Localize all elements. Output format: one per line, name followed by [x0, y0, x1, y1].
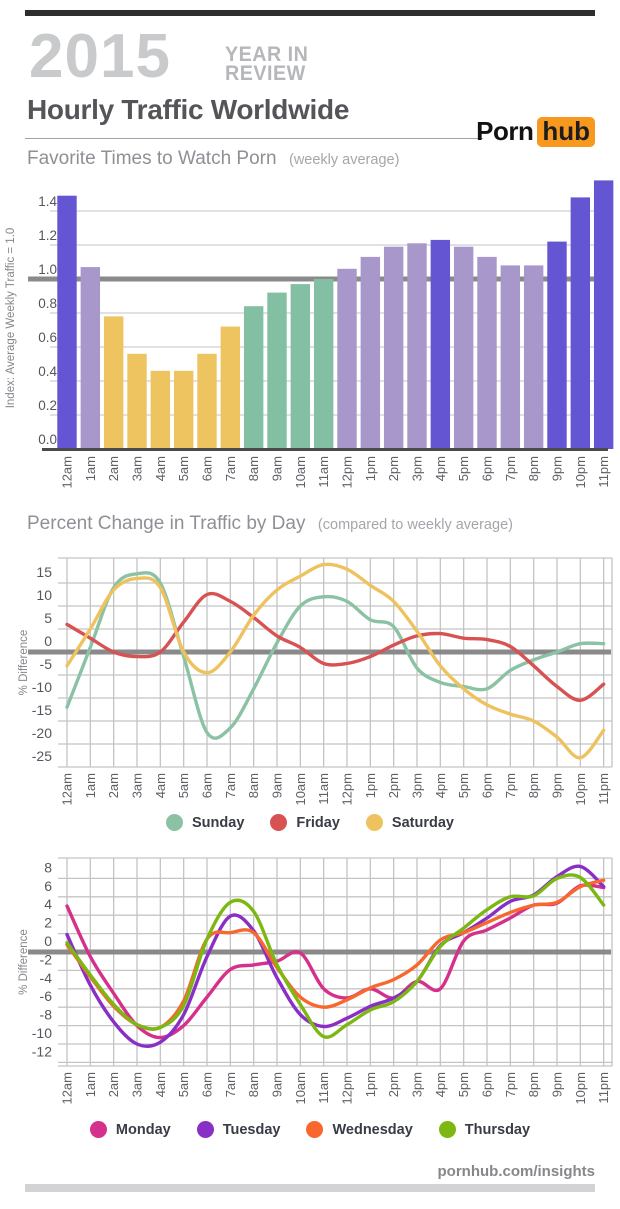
bar-y-axis-title: Index: Average Weekly Traffic = 1.0: [5, 227, 17, 409]
weekday-chart-ytick: -4: [39, 969, 52, 986]
weekday-chart-ytick: -10: [31, 1025, 52, 1041]
x-axis-label-2am: 2am: [106, 456, 122, 482]
weekday-chart-ytick: 4: [44, 896, 52, 913]
bar-ytick: 1.4: [38, 194, 57, 209]
legend-item-saturday: [366, 814, 454, 831]
x-axis-label-12am: 12am: [59, 456, 75, 489]
legend-item-sunday: [166, 814, 244, 831]
weekday-chart-series-monday: [67, 885, 604, 1038]
x-axis-label-7pm: 7pm: [502, 456, 518, 482]
weekend-chart-ytick: -10: [31, 679, 52, 695]
weekday-chart-series-tuesday: [67, 866, 604, 1046]
legend-label: Thursday: [464, 1121, 531, 1138]
x-axis-label-4am: 4am: [152, 773, 168, 799]
logo-hub-badge: hub: [537, 117, 595, 147]
bar-11pm: [594, 180, 613, 449]
bar-6pm: [477, 257, 496, 449]
legend-item-monday: [90, 1121, 171, 1138]
section2-title: Percent Change in Traffic by Day: [27, 513, 306, 534]
bar-10am: [291, 284, 310, 449]
bar-ytick: 0.0: [38, 432, 57, 447]
x-axis-label-10am: 10am: [292, 456, 308, 489]
x-axis-label-5pm: 5pm: [456, 1072, 472, 1098]
title-divider: [25, 138, 483, 139]
bar-9am: [267, 293, 286, 449]
bar-12pm: [337, 269, 356, 449]
x-axis-label-1pm: 1pm: [362, 1072, 378, 1098]
x-axis-label-7pm: 7pm: [502, 1072, 518, 1098]
bar-4pm: [431, 240, 450, 449]
weekend-chart-ytick: -15: [31, 702, 52, 718]
x-axis-label-10pm: 10pm: [572, 1072, 588, 1105]
x-axis-label-6am: 6am: [199, 773, 215, 799]
x-axis-label-7am: 7am: [222, 1072, 238, 1098]
x-axis-label-10pm: 10pm: [572, 773, 588, 806]
x-axis-label-7pm: 7pm: [502, 773, 518, 799]
wednesday-color-dot: [306, 1121, 323, 1138]
x-axis-label-12pm: 12pm: [339, 456, 355, 489]
weekday-chart-ytick: 0: [44, 933, 52, 949]
x-axis-label-4pm: 4pm: [432, 1072, 448, 1098]
weekend-chart-ytick: -20: [31, 725, 52, 741]
x-axis-label-9am: 9am: [269, 773, 285, 799]
x-axis-label-9am: 9am: [269, 1072, 285, 1098]
x-axis-label-2am: 2am: [106, 773, 122, 799]
x-axis-label-5am: 5am: [176, 1072, 192, 1098]
bar-7am: [221, 327, 240, 449]
legend-label: Sunday: [192, 814, 245, 831]
weekend-chart-y-axis-title: % Difference: [18, 629, 30, 696]
x-axis-label-10pm: 10pm: [572, 456, 588, 489]
section-title-line-charts: [27, 513, 513, 535]
bar-2pm: [384, 247, 403, 449]
x-axis-label-11pm: 11pm: [596, 456, 612, 488]
legend-weekdays: [0, 1121, 620, 1138]
bar-3pm: [407, 243, 426, 449]
bar-ytick: 0.8: [38, 296, 57, 311]
x-axis-label-8pm: 8pm: [526, 456, 542, 482]
legend-item-tuesday: [197, 1121, 281, 1138]
bar-12am: [57, 196, 76, 449]
x-axis-label-6pm: 6pm: [479, 456, 495, 482]
x-axis-label-5am: 5am: [176, 456, 192, 482]
legend-item-wednesday: [306, 1121, 412, 1138]
bar-10pm: [571, 197, 590, 449]
bar-ytick: 0.2: [38, 398, 57, 413]
x-axis-label-4am: 4am: [152, 1072, 168, 1098]
x-axis-label-12am: 12am: [59, 773, 75, 806]
bar-3am: [127, 354, 146, 449]
weekday-chart-series-thursday: [67, 875, 604, 1037]
x-axis-label-2pm: 2pm: [386, 1072, 402, 1098]
sunday-color-dot: [166, 814, 183, 831]
x-axis-label-3am: 3am: [129, 773, 145, 799]
weekday-chart-ytick: -6: [39, 988, 52, 1005]
legend-item-friday: [270, 814, 340, 831]
x-axis-label-8pm: 8pm: [526, 1072, 542, 1098]
bar-ytick: 0.6: [38, 330, 57, 345]
bar-2am: [104, 316, 123, 449]
x-axis-label-9pm: 9pm: [549, 773, 565, 799]
weekend-chart-series-friday: [67, 594, 604, 701]
x-axis-label-11am: 11am: [316, 773, 332, 805]
weekend-chart-ytick: 5: [44, 610, 52, 626]
x-axis-label-1am: 1am: [82, 773, 98, 799]
weekday-chart-ytick: 6: [44, 877, 52, 894]
section1-subtitle: (weekly average): [289, 152, 400, 168]
bar-ytick: 0.4: [38, 364, 57, 379]
weekend-chart-ytick: -25: [31, 748, 52, 764]
year-heading: 2015: [29, 22, 171, 91]
x-axis-label-2pm: 2pm: [386, 456, 402, 482]
footer-bar: [25, 1184, 595, 1192]
x-axis-label-1am: 1am: [82, 1072, 98, 1098]
bar-ytick: 1.2: [38, 228, 57, 243]
x-axis-label-6pm: 6pm: [479, 773, 495, 799]
x-axis-label-8pm: 8pm: [526, 773, 542, 799]
legend-label: Friday: [296, 814, 340, 831]
x-axis-label-8am: 8am: [246, 456, 262, 482]
x-axis-label-5am: 5am: [176, 773, 192, 799]
weekday-chart-ytick: -8: [39, 1006, 52, 1023]
weekday-chart-ytick: 2: [44, 914, 52, 931]
x-axis-label-1pm: 1pm: [362, 773, 378, 799]
legend-label: Saturday: [391, 814, 454, 831]
bar-1pm: [361, 257, 380, 449]
x-axis-label-6pm: 6pm: [479, 1072, 495, 1098]
weekday-chart-series-wednesday: [67, 880, 604, 1029]
x-axis-label-7am: 7am: [222, 773, 238, 799]
x-axis-label-5pm: 5pm: [456, 456, 472, 482]
legend-item-thursday: [439, 1121, 530, 1138]
section2-subtitle: (compared to weekly average): [317, 517, 513, 533]
x-axis-label-10am: 10am: [292, 1072, 308, 1105]
year-in-line: YEAR IN: [225, 43, 309, 66]
weekend-chart-series-saturday: [67, 564, 604, 758]
bar-1am: [81, 267, 100, 449]
x-axis-label-3am: 3am: [129, 1072, 145, 1098]
weekend-chart-series-sunday: [67, 573, 604, 739]
weekend-chart-ytick: 15: [36, 564, 52, 580]
x-axis-label-8am: 8am: [246, 1072, 262, 1098]
x-axis-label-5pm: 5pm: [456, 773, 472, 799]
x-axis-label-10am: 10am: [292, 773, 308, 806]
monday-color-dot: [90, 1121, 107, 1138]
bar-8am: [244, 306, 263, 449]
pornhub-logo: [476, 116, 595, 147]
weekday-chart-ytick: -12: [31, 1043, 52, 1060]
legend-label: Wednesday: [332, 1121, 413, 1138]
x-axis-label-9am: 9am: [269, 456, 285, 482]
x-axis-label-12am: 12am: [59, 1072, 75, 1105]
bar-5pm: [454, 247, 473, 449]
x-axis-label-11pm: 11pm: [596, 773, 612, 805]
bar-9pm: [547, 242, 566, 449]
x-axis-label-3pm: 3pm: [409, 773, 425, 799]
x-axis-label-3pm: 3pm: [409, 1072, 425, 1098]
friday-color-dot: [270, 814, 287, 831]
bar-ytick: 1.0: [38, 262, 57, 277]
x-axis-label-11pm: 11pm: [596, 1072, 612, 1104]
x-axis-label-3am: 3am: [129, 456, 145, 482]
bar-8pm: [524, 265, 543, 449]
x-axis-label-1am: 1am: [82, 456, 98, 482]
weekday-chart-ytick: 8: [44, 859, 52, 876]
x-axis-label-1pm: 1pm: [362, 456, 378, 482]
x-axis-label-4am: 4am: [152, 456, 168, 482]
x-axis-label-3pm: 3pm: [409, 456, 425, 482]
x-axis-label-12pm: 12pm: [339, 1072, 355, 1105]
weekend-chart-ytick: 10: [36, 587, 52, 603]
bar-4am: [151, 371, 170, 449]
logo-porn-text: Porn: [476, 116, 534, 146]
year-in-review-label: [225, 45, 308, 83]
thursday-color-dot: [439, 1121, 456, 1138]
x-axis-label-9pm: 9pm: [549, 456, 565, 482]
x-axis-label-2pm: 2pm: [386, 773, 402, 799]
bar-5am: [174, 371, 193, 449]
tuesday-color-dot: [197, 1121, 214, 1138]
bar-7pm: [501, 265, 520, 449]
saturday-color-dot: [366, 814, 383, 831]
bar-6am: [197, 354, 216, 449]
section1-title: Favorite Times to Watch Porn: [27, 148, 277, 169]
page-title: Hourly Traffic Worldwide: [27, 94, 350, 125]
weekend-chart-ytick: -5: [39, 656, 52, 672]
x-axis-label-12pm: 12pm: [339, 773, 355, 806]
section-title-bar-chart: [27, 148, 399, 170]
x-axis-label-2am: 2am: [106, 1072, 122, 1098]
legend-label: Monday: [115, 1121, 171, 1138]
legend-weekend-days: [0, 814, 620, 831]
x-axis-label-11am: 11am: [316, 1072, 332, 1104]
x-axis-label-4pm: 4pm: [432, 773, 448, 799]
x-axis-label-7am: 7am: [222, 456, 238, 482]
review-line: REVIEW: [225, 62, 306, 85]
x-axis-label-8am: 8am: [246, 773, 262, 799]
top-accent-bar: [25, 10, 595, 16]
insights-url: pornhub.com/insights: [437, 1163, 595, 1180]
bar-11am: [314, 279, 333, 449]
weekday-chart-ytick: -2: [39, 951, 52, 968]
x-axis-label-11am: 11am: [316, 456, 332, 488]
legend-label: Tuesday: [222, 1121, 281, 1138]
x-axis-label-6am: 6am: [199, 456, 215, 482]
weekday-chart-y-axis-title: % Difference: [18, 929, 30, 995]
x-axis-label-6am: 6am: [199, 1072, 215, 1098]
x-axis-label-9pm: 9pm: [549, 1072, 565, 1098]
x-axis-label-4pm: 4pm: [432, 456, 448, 482]
weekend-chart-ytick: 0: [44, 633, 52, 649]
